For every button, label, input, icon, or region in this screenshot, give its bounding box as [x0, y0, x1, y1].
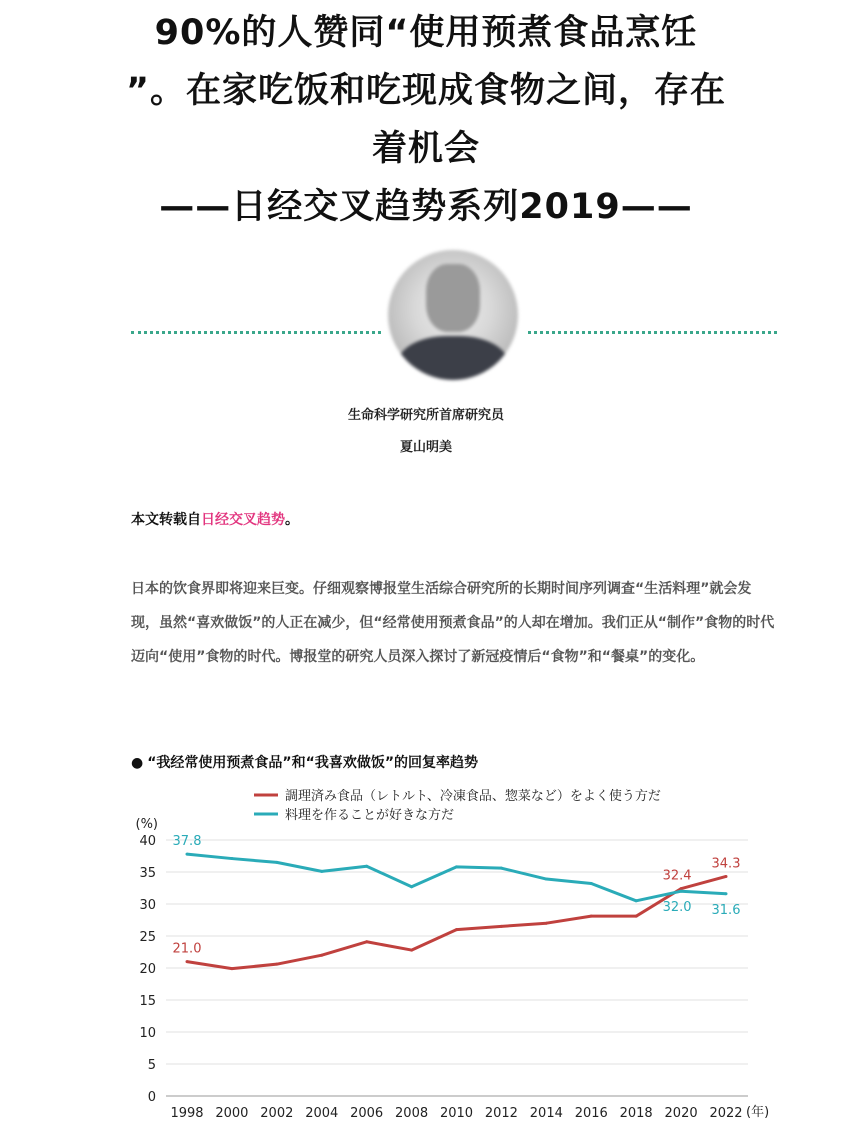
data-point	[590, 915, 593, 918]
data-label: 31.6	[711, 902, 741, 918]
series-line	[187, 854, 726, 901]
data-label: 32.0	[662, 900, 692, 916]
data-point	[230, 857, 233, 860]
y-axis-unit: (%)	[135, 817, 158, 832]
x-axis-unit: (年)	[746, 1105, 770, 1120]
data-point	[635, 899, 638, 902]
data-point	[500, 867, 503, 870]
data-point	[365, 865, 368, 868]
x-tick-label: 2002	[260, 1106, 294, 1121]
title-line-3: 着机会	[371, 129, 480, 169]
y-tick-label: 0	[147, 1090, 156, 1105]
x-tick-label: 2014	[529, 1106, 563, 1121]
data-point	[680, 890, 683, 893]
bullet-icon: ●	[131, 755, 144, 771]
x-tick-label: 2006	[350, 1106, 384, 1121]
data-point	[275, 963, 278, 966]
data-point	[500, 925, 503, 928]
data-point	[320, 870, 323, 873]
title-line-1: 90%的人赞同“使用预煮食品烹饪	[154, 13, 698, 53]
x-tick-label: 2012	[484, 1106, 518, 1121]
data-point	[455, 928, 458, 931]
title-line-2: ”。在家吃饭和吃现成食物之间，存在	[125, 71, 726, 111]
source-link[interactable]: 日经交叉趋势	[201, 512, 285, 528]
legend-label: 料理を作ることが好きな方だ	[285, 808, 455, 823]
data-point	[545, 878, 548, 881]
y-tick-label: 10	[139, 1026, 156, 1041]
chart-heading	[131, 752, 478, 772]
data-point	[365, 940, 368, 943]
avatar-face	[426, 264, 480, 332]
data-point	[186, 853, 189, 856]
x-tick-label: 2004	[305, 1106, 339, 1121]
data-label: 21.0	[172, 941, 202, 957]
data-label: 34.3	[711, 856, 741, 872]
legend-label: 調理済み食品（レトルト、冷凍食品、惣菜など）をよく使う方だ	[285, 789, 661, 804]
chart-heading-text: “我经常使用预煮食品”和“我喜欢做饭”的回复率趋势	[147, 755, 479, 771]
y-tick-label: 25	[139, 930, 156, 945]
source-suffix: 。	[285, 512, 299, 528]
data-point	[410, 885, 413, 888]
data-point	[410, 949, 413, 952]
series-line	[187, 876, 726, 968]
data-label: 37.8	[172, 834, 202, 850]
x-tick-label: 2008	[395, 1106, 429, 1121]
x-tick-label: 2020	[664, 1106, 698, 1121]
x-tick-label: 1998	[170, 1106, 204, 1121]
data-point	[320, 954, 323, 957]
data-point	[725, 892, 728, 895]
x-tick-label: 2016	[574, 1106, 608, 1121]
divider-left	[131, 331, 381, 334]
title-line-4: ——日经交叉趋势系列2019——	[159, 187, 693, 227]
divider-right	[528, 331, 777, 334]
y-tick-label: 40	[139, 834, 156, 849]
x-tick-label: 2018	[619, 1106, 653, 1121]
y-tick-label: 5	[147, 1058, 156, 1073]
x-tick-label: 2022	[709, 1106, 743, 1121]
y-tick-label: 15	[139, 994, 156, 1009]
data-point	[186, 960, 189, 963]
data-point	[635, 915, 638, 918]
avatar-shirt	[398, 336, 508, 380]
source-line	[131, 509, 299, 529]
data-point	[230, 967, 233, 970]
data-point	[275, 861, 278, 864]
data-label: 32.4	[662, 868, 692, 884]
article-title	[60, 4, 792, 236]
line-chart	[120, 780, 780, 1125]
x-tick-label: 2010	[439, 1106, 474, 1121]
source-prefix: 本文转载自	[131, 512, 201, 528]
data-point	[725, 875, 728, 878]
data-point	[455, 865, 458, 868]
data-point	[680, 887, 683, 890]
y-tick-label: 35	[139, 866, 156, 881]
data-point	[545, 922, 548, 925]
y-tick-label: 30	[139, 898, 156, 913]
author-role: 生命科学研究所首席研究员	[347, 408, 504, 423]
y-tick-label: 20	[139, 962, 156, 977]
article-body: 日本的饮食界即将迎来巨变。仔细观察博报堂生活综合研究所的长期时间序列调查“生活料理”就会发现，虽然“喜欢做饭”的人正在减少，但“经常使用预煮食品”的人却在增加。我们正从“制作”食物的时代迈向“使用”食物的时代。博报堂的研究人员深入探讨了新冠疫情后“食物”和“餐桌”的变化。	[131, 581, 775, 665]
author-name: 夏山明美	[399, 440, 452, 455]
avatar	[388, 250, 518, 380]
x-tick-label: 2000	[215, 1106, 249, 1121]
data-point	[590, 882, 593, 885]
